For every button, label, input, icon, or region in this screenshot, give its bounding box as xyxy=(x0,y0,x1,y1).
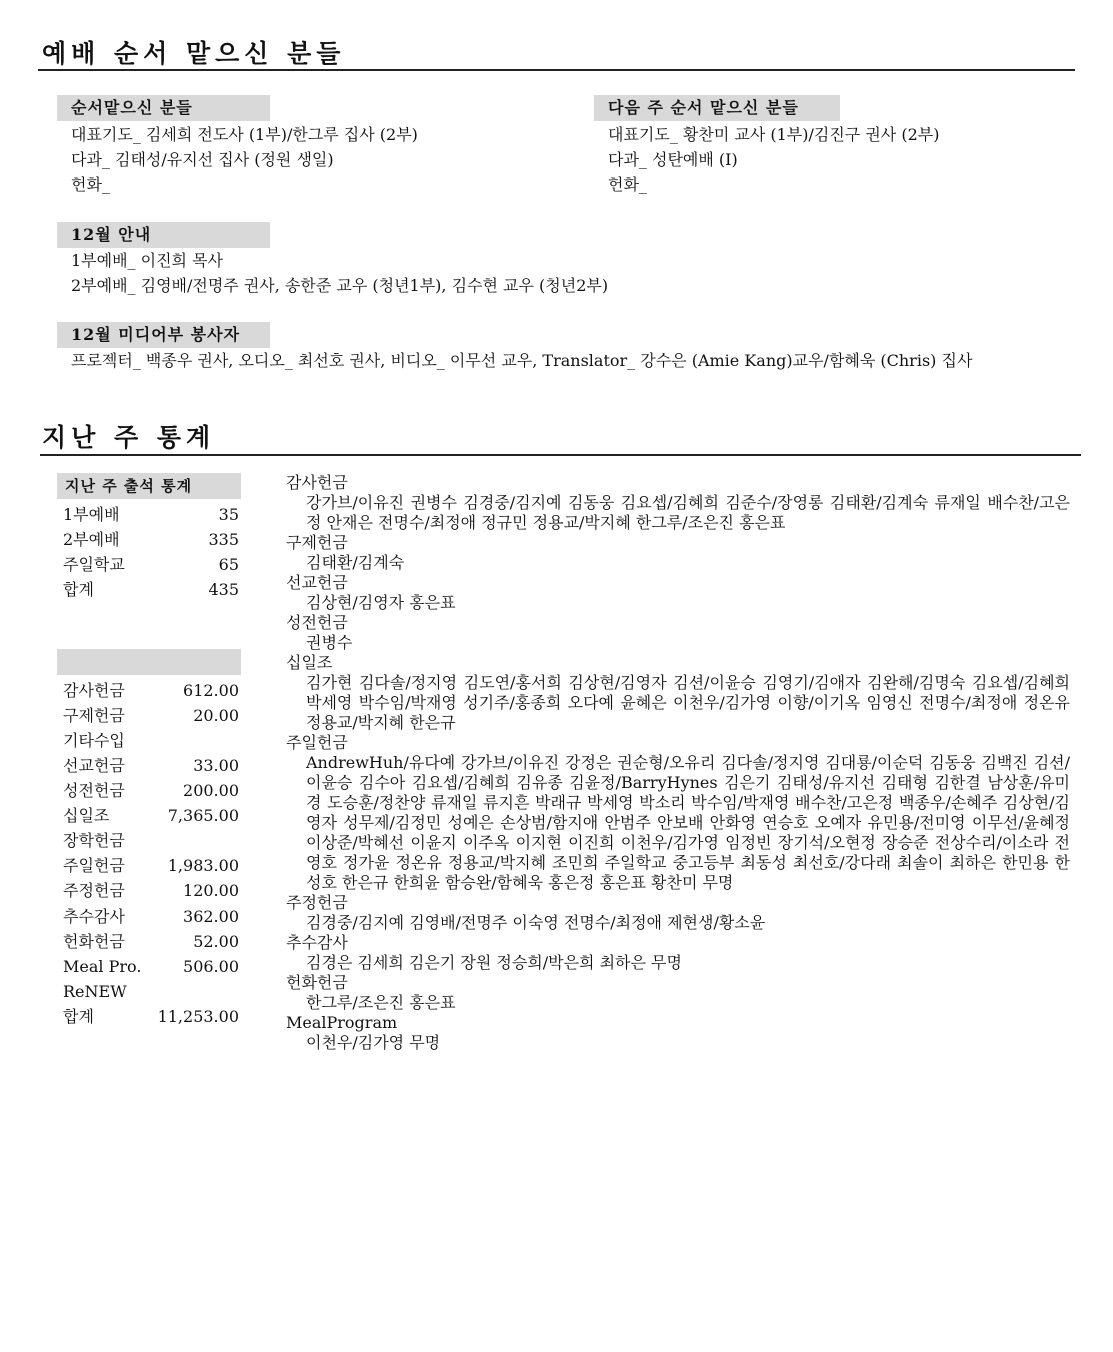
december-media-label: 12월 미디어부 봉사자 xyxy=(57,322,270,348)
offering-donors: 권병수 xyxy=(306,633,353,652)
offering-name: ReNEW xyxy=(63,982,127,1001)
offering-total-row xyxy=(63,803,239,828)
attendance-name: 합계 xyxy=(63,580,94,599)
offering-donors: 김태환/김계숙 xyxy=(306,553,405,572)
offering-names-list xyxy=(286,473,1070,1053)
attendance-value: 65 xyxy=(218,555,239,574)
offering-total-row xyxy=(63,929,239,954)
offering-donors: 김가현 김다솔/정지영 김도연/홍서희 김상현/김영자 김션/이윤승 김영기/김애자 김완해/김명숙 김요셉/김혜희 박세영 박수임/박재영 성기주/홍종희 오다예 윤혜은 이천우/김가영 이향/이기옥 임영신 전명수/최정애 정온유 정용교/박지혜 한은규 xyxy=(306,673,1070,732)
offering-amount: 7,365.00 xyxy=(167,806,239,825)
offering-category: 감사헌금 xyxy=(286,473,348,492)
offering-name: 감사헌금 xyxy=(63,681,125,700)
stats-heading: 지난 주 통계 xyxy=(42,423,216,452)
offering-total-row xyxy=(63,954,239,979)
attendance-value: 35 xyxy=(218,505,239,524)
offering-name: 추수감사 xyxy=(63,907,125,926)
offering-name: 기타수입 xyxy=(63,731,125,750)
december-notice-label: 12월 안내 xyxy=(57,222,270,248)
current-team-lines xyxy=(71,122,418,197)
offering-total-row xyxy=(63,904,239,929)
offering-category: 추수감사 xyxy=(286,933,348,952)
offering-donors: 김경중/김지예 김영배/전명주 이숙영 전명수/최정애 제현생/황소윤 xyxy=(306,913,766,932)
offering-total-row xyxy=(63,979,239,1004)
offering-name: 합계 xyxy=(63,1007,94,1026)
offering-amount: 200.00 xyxy=(183,781,239,800)
next-team-label: 다음 주 순서 맡으신 분들 xyxy=(594,95,840,121)
offering-category: 주정헌금 xyxy=(286,893,348,912)
offering-category: MealProgram xyxy=(286,1013,398,1032)
offering-amount: 362.00 xyxy=(183,907,239,926)
offering-total-row xyxy=(63,703,239,728)
service-team-heading: 예배 순서 맡으신 분들 xyxy=(42,39,346,68)
december-notice-lines xyxy=(71,248,608,298)
offering-donors: AndrewHuh/유다예 강가브/이유진 강정은 권순형/오유리 김다솔/정지영 김대룡/이순덕 김동웅 김백진 김션/이윤승 김수아 김요셉/김혜희 김유종 김윤정/BarryHynes 김은기 김태성/유지선 김태형 김한결 남상훈/유미경 도승훈/정찬양 류재일 류지흔 박래규 박세영 박소리 박수임/박재영 배수찬/고은정 백종우/손혜주 김상현/김영자 성무제/김정민 성예은 손상범/함지애 안범주 안보배 안화영 연승호 오예자 유민용/전미영 이무선/윤혜정 이상준/박혜선 이윤지 이주옥 이지현 이진희 이천우/김가영 임정빈 장기석/오현정 장승준 전상수리/이소라 전영호 정가윤 정온유 정용교/박지혜 조민희 주일학교 중고등부 최동성 최선호/강다래 최솔이 최하은 한민용 한성호 한은규 한희윤 함승완/함혜욱 홍은정 홍은표 황찬미 무명 xyxy=(306,753,1070,892)
attendance-row xyxy=(63,552,239,577)
current-team-label: 순서맡으신 분들 xyxy=(57,95,270,121)
attendance-value: 335 xyxy=(208,530,239,549)
offering-amount: 11,253.00 xyxy=(157,1007,239,1026)
attendance-name: 2부예배 xyxy=(63,530,120,549)
current-refreshment-line: 다과_ 김태성/유지선 집사 (정원 생일) xyxy=(71,150,334,169)
attendance-row xyxy=(63,502,239,527)
next-team-lines xyxy=(608,122,939,197)
offering-total-row xyxy=(63,778,239,803)
offering-total-row xyxy=(63,678,239,703)
offering-total-row xyxy=(63,753,239,778)
first-service-line: 1부예배_ 이진희 목사 xyxy=(71,251,223,270)
offering-total-row xyxy=(63,728,239,753)
offering-category: 헌화헌금 xyxy=(286,973,348,992)
offering-amount: 506.00 xyxy=(183,957,239,976)
offering-name: 십일조 xyxy=(63,806,110,825)
offering-name: Meal Pro. xyxy=(63,957,142,976)
attendance-name: 주일학교 xyxy=(63,555,125,574)
offering-name: 장학헌금 xyxy=(63,831,125,850)
offering-category: 성전헌금 xyxy=(286,613,348,632)
offering-name: 주정헌금 xyxy=(63,881,125,900)
offering-category: 선교헌금 xyxy=(286,573,348,592)
next-refreshment-line: 다과_ 성탄예배 (I) xyxy=(608,150,738,169)
media-volunteers-line: 프로젝터_ 백종우 권사, 오디오_ 최선호 권사, 비디오_ 이무선 교우, Translator_ 강수은 (Amie Kang)교우/함혜욱 (Chris) 집사 xyxy=(71,351,973,370)
offering-donors: 김경은 김세희 김은기 장원 정승희/박은희 최하은 무명 xyxy=(306,953,682,972)
offering-donors: 한그루/조은진 홍은표 xyxy=(306,993,456,1012)
offering-name: 선교헌금 xyxy=(63,756,125,775)
offering-amount: 20.00 xyxy=(193,706,239,725)
offering-name: 구제헌금 xyxy=(63,706,125,725)
offering-name: 성전헌금 xyxy=(63,781,125,800)
offering-total-row xyxy=(63,828,239,853)
offering-amount: 1,983.00 xyxy=(167,856,239,875)
attendance-value: 435 xyxy=(208,580,239,599)
current-flower-line: 헌화_ xyxy=(71,175,110,194)
next-flower-line: 헌화_ xyxy=(608,175,647,194)
offering-amount: 612.00 xyxy=(183,681,239,700)
attendance-row xyxy=(63,527,239,552)
offering-amount: 52.00 xyxy=(193,932,239,951)
offering-name: 헌화헌금 xyxy=(63,932,125,951)
offering-name: 주일헌금 xyxy=(63,856,125,875)
current-prayer-line: 대표기도_ 김세희 전도사 (1부)/한그루 집사 (2부) xyxy=(71,125,418,144)
attendance-name: 1부예배 xyxy=(63,505,120,524)
offering-category: 십일조 xyxy=(286,653,333,672)
offering-category: 주일헌금 xyxy=(286,733,348,752)
offering-total-row xyxy=(63,878,239,903)
offering-totals-label xyxy=(57,649,241,675)
offering-donors: 김상현/김영자 홍은표 xyxy=(306,593,456,612)
offering-category: 구제헌금 xyxy=(286,533,348,552)
offering-grand-total-row xyxy=(63,1004,239,1029)
next-prayer-line: 대표기도_ 황찬미 교사 (1부)/김진구 권사 (2부) xyxy=(608,125,940,144)
offering-amount: 120.00 xyxy=(183,881,239,900)
second-service-line: 2부예배_ 김영배/전명주 권사, 송한준 교우 (청년1부), 김수현 교우 (청년2부) xyxy=(71,276,609,295)
service-team-rule xyxy=(38,69,1075,71)
attendance-total-row xyxy=(63,577,239,602)
attendance-label: 지난 주 출석 통계 xyxy=(57,473,241,499)
offering-donors: 강가브/이유진 권병수 김경중/김지예 김동웅 김요셉/김혜희 김준수/장영롱 김태환/김계숙 류재일 배수찬/고은정 안재은 전명수/최정애 정규민 정용교/박지혜 한그루/조은진 홍은표 xyxy=(306,493,1070,532)
offering-total-row xyxy=(63,853,239,878)
offering-donors: 이천우/김가영 무명 xyxy=(306,1033,441,1052)
december-media-lines xyxy=(71,348,972,373)
stats-rule xyxy=(40,454,1081,456)
offering-amount: 33.00 xyxy=(193,756,239,775)
